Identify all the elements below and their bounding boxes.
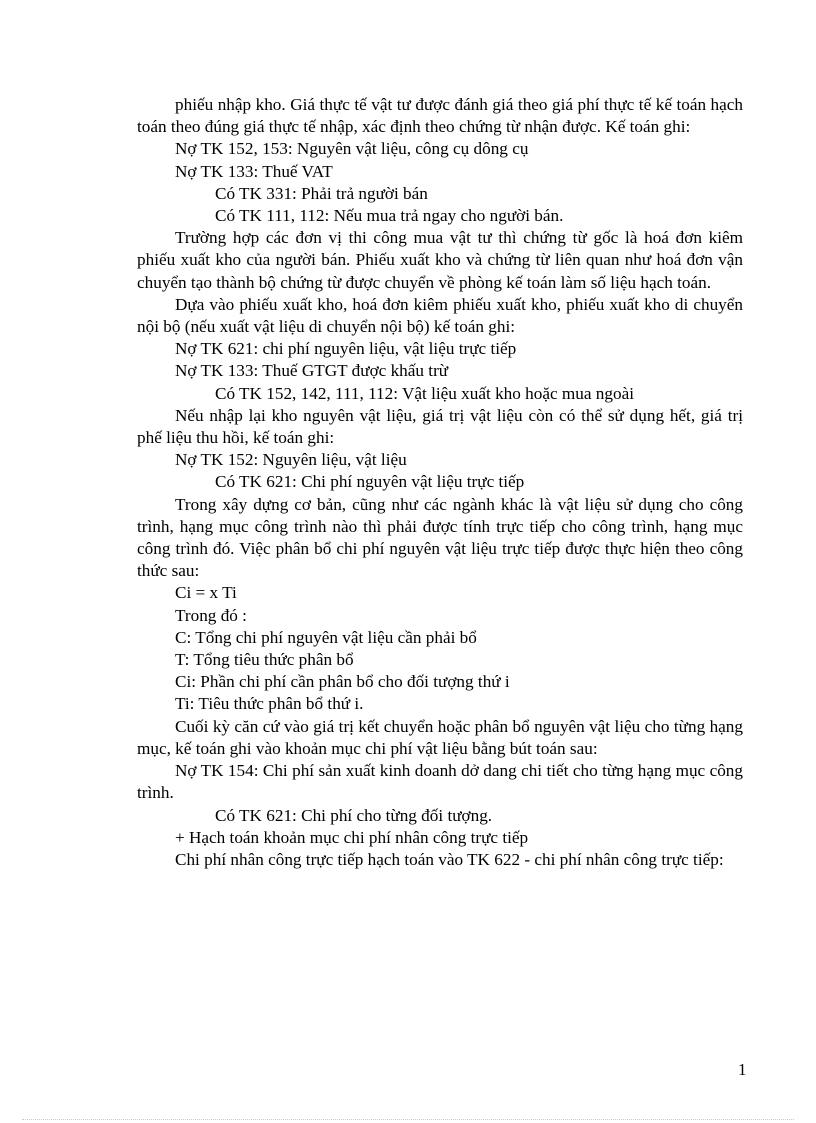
formula-legend-item: C: Tổng chi phí nguyên vật liệu cần phải bổ [175, 627, 477, 647]
journal-entry-credit: Có TK 331: Phải trả người bán [215, 183, 428, 203]
paragraph: phiếu nhập kho. Giá thực tế vật tư được đánh giá theo giá phí thực tế kế toán hạch toán theo đúng giá thực tế nhập, xác định theo chứng từ nhận được. Kế toán ghi: [137, 95, 743, 137]
formula-legend-item: Ci: Phần chi phí cần phân bổ cho đối tượng thứ i [175, 672, 510, 692]
paragraph: Dựa vào phiếu xuất kho, hoá đơn kiêm phiếu xuất kho, phiếu xuất kho di chuyển nội bộ (nếu xuất vật liệu di chuyển nội bộ) kế toán ghi: [137, 294, 743, 337]
paragraph: Nếu nhập lại kho nguyên vật liệu, giá trị vật liệu còn có thể sử dụng hết, giá trị phế liệu thu hồi, kế toán ghi: [137, 405, 743, 448]
section-heading: + Hạch toán khoản mục chi phí nhân công trực tiếp [175, 827, 529, 847]
formula-legend-item: Ti: Tiêu thức phân bổ thứ i. [175, 694, 364, 714]
journal-entry-credit: Có TK 152, 142, 111, 112: Vật liệu xuất kho hoặc mua ngoài [215, 383, 634, 403]
journal-entry-credit: Có TK 621: Chi phí nguyên vật liệu trực tiếp [215, 472, 525, 492]
paragraph: Chi phí nhân công trực tiếp hạch toán vào TK 622 - chi phí nhân công trực tiếp: [175, 849, 724, 869]
paragraph: Trong xây dựng cơ bản, cũng như các ngành khác là vật liệu sử dụng cho công trình, hạng mục công trình nào thì phải được tính trực tiếp cho công trình, hạng mục công trình đó. Việc phân bổ chi phí nguyên vật liệu trực tiếp được thực hiện theo công thức sau: [137, 494, 743, 581]
formula-legend-heading: Trong đó : [175, 605, 247, 625]
formula-legend-item: T: Tổng tiêu thức phân bổ [175, 650, 354, 670]
journal-entry-credit: Có TK 111, 112: Nếu mua trả ngay cho người bán. [215, 206, 564, 226]
journal-entry-credit: Có TK 621: Chi phí cho từng đối tượng. [215, 805, 493, 825]
page-bottom-divider [22, 1119, 794, 1120]
paragraph: Cuối kỳ căn cứ vào giá trị kết chuyển hoặc phân bổ nguyên vật liệu cho từng hạng mục, kế toán ghi vào khoản mục chi phí vật liệu bằng bút toán sau: [137, 716, 743, 758]
document-page [137, 94, 743, 871]
journal-entry-debit: Nợ TK 621: chi phí nguyên liệu, vật liệu trực tiếp [175, 339, 517, 359]
page-number: 1 [738, 1060, 747, 1079]
journal-entry-debit: Nợ TK 133: Thuế GTGT được khấu trừ [175, 361, 449, 381]
journal-entry-debit: Nợ TK 154: Chi phí sản xuất kinh doanh dở dang chi tiết cho từng hạng mục công trình. [137, 761, 743, 803]
paragraph: Trường hợp các đơn vị thi công mua vật tư thì chứng từ gốc là hoá đơn kiêm phiếu xuất kho của người bán. Phiếu xuất kho và chứng từ liên quan như hoá đơn vận chuyển tạo thành bộ chứng từ được chuyển về phòng kế toán làm số liệu hạch toán. [137, 228, 743, 292]
formula-line: Ci = x Ti [175, 583, 237, 603]
journal-entry-debit: Nợ TK 152: Nguyên liệu, vật liệu [175, 450, 407, 470]
journal-entry-debit: Nợ TK 133: Thuế VAT [175, 161, 333, 181]
journal-entry-debit: Nợ TK 152, 153: Nguyên vật liệu, công cụ dông cụ [175, 139, 529, 159]
